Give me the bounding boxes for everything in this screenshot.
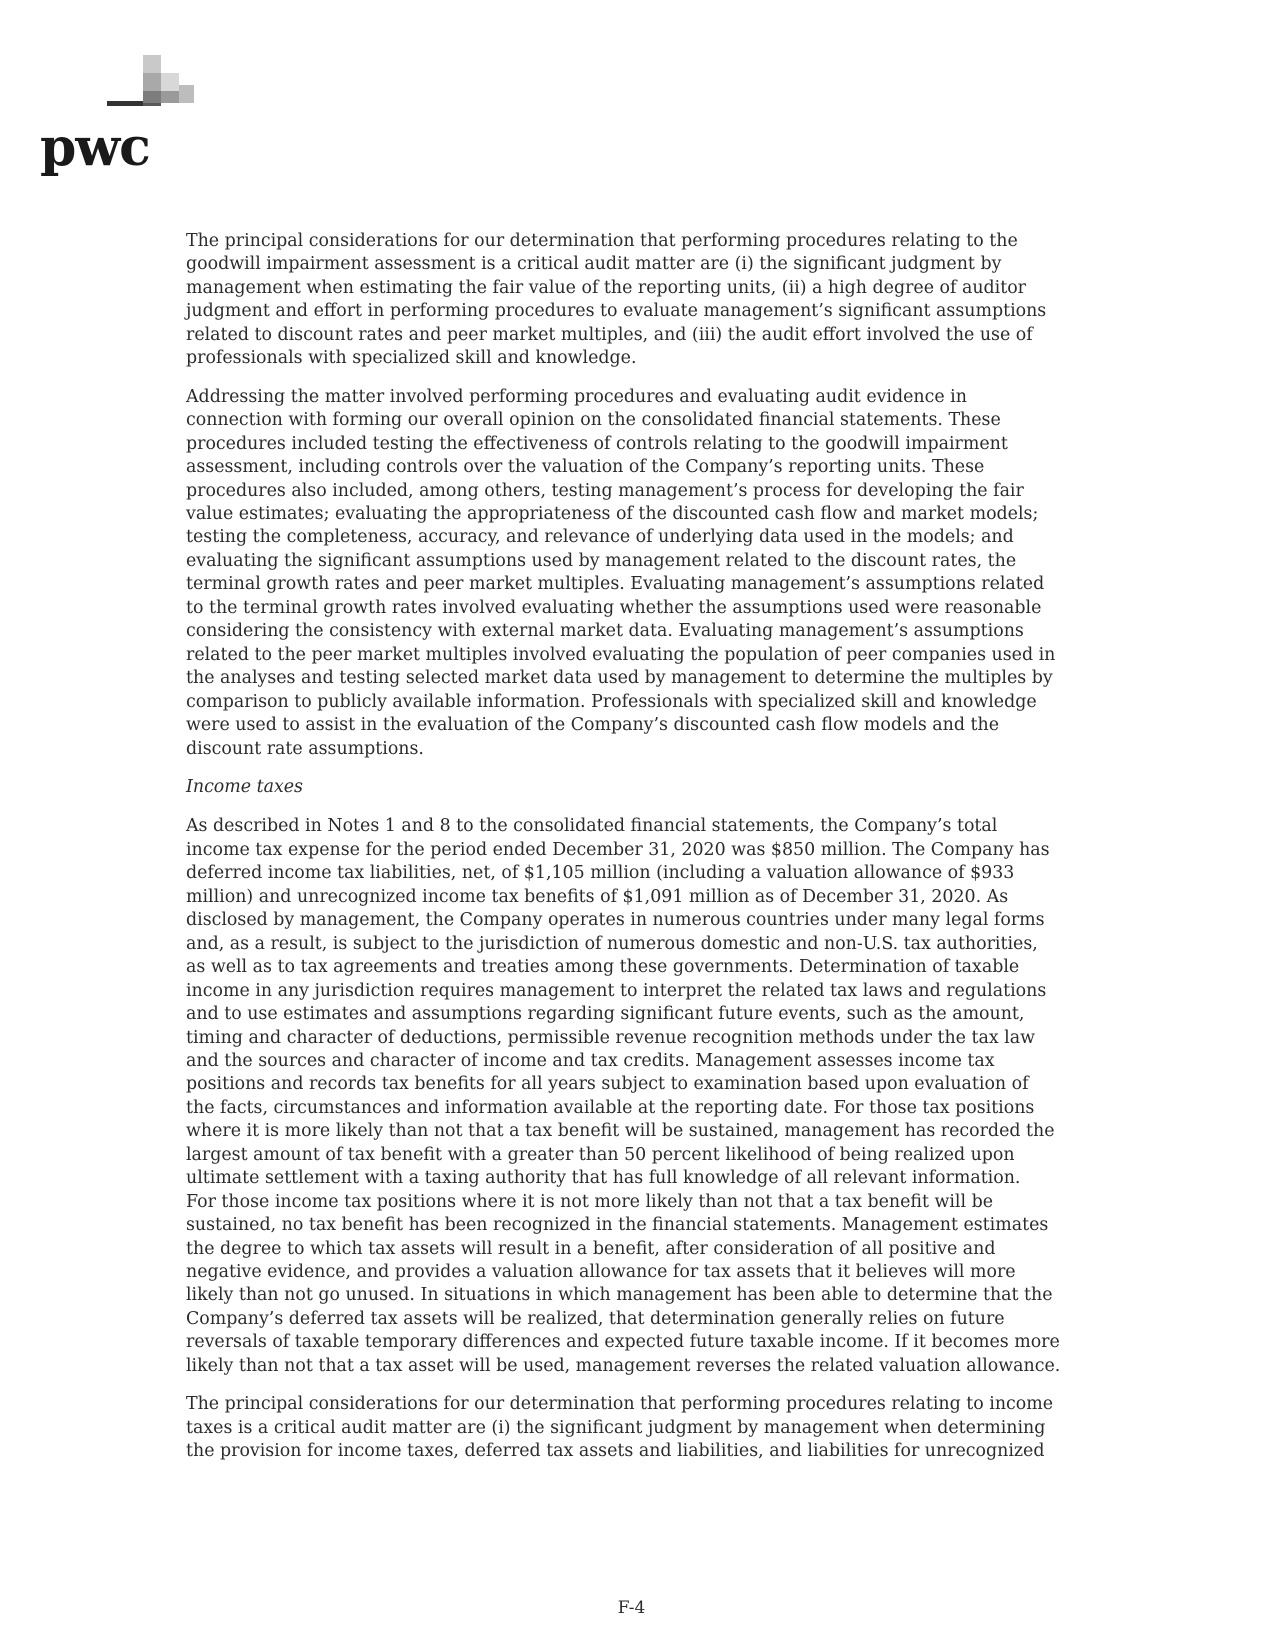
text-line: disclosed by management, the Company operates in numerous countries under many legal forms	[186, 910, 1045, 931]
text-line: ultimate settlement with a taxing authority that has full knowledge of all relevant information.	[186, 1168, 1021, 1189]
text-line: where it is more likely than not that a tax benefit will be sustained, management has recorded the	[186, 1121, 1055, 1142]
text-line: terminal growth rates and peer market multiples. Evaluating management’s assumptions related	[186, 574, 1045, 595]
section-heading-income-taxes: Income taxes	[186, 776, 303, 797]
text-line: value estimates; evaluating the appropriateness of the discounted cash flow and market models;	[186, 503, 1039, 524]
text-line: negative evidence, and provides a valuation allowance for tax assets that it believes will more	[186, 1262, 1016, 1283]
paragraph-income-taxes-considerations	[186, 1393, 1086, 1463]
text-line: procedures included testing the effectiveness of controls relating to the goodwill impairment	[186, 433, 1008, 454]
text-line: income in any jurisdiction requires management to interpret the related tax laws and regulations	[186, 980, 1047, 1001]
text-line: the degree to which tax assets will result in a benefit, after consideration of all positive and	[186, 1238, 996, 1259]
document-body	[186, 230, 1086, 1479]
text-line: the provision for income taxes, deferred tax assets and liabilities, and liabilities for unrecognized	[186, 1441, 1045, 1462]
text-line: management when estimating the fair value of the reporting units, (ii) a high degree of auditor	[186, 277, 1026, 298]
text-line: Addressing the matter involved performing procedures and evaluating audit evidence in	[186, 386, 967, 407]
text-line: goodwill impairment assessment is a critical audit matter are (i) the significant judgment by	[186, 254, 1002, 275]
text-line: taxes is a critical audit matter are (i) the significant judgment by management when determining	[186, 1417, 1046, 1438]
text-line: judgment and effort in performing procedures to evaluate management’s significant assumptions	[186, 301, 1047, 322]
text-line: related to the peer market multiples involved evaluating the population of peer companies used in	[186, 644, 1056, 665]
logo-mark-icon	[40, 55, 210, 125]
pwc-logo	[40, 55, 210, 185]
text-line: assessment, including controls over the valuation of the Company’s reporting units. These	[186, 457, 985, 478]
text-line: For those income tax positions where it is not more likely than not that a tax benefit will be	[186, 1191, 994, 1212]
text-line: and to use estimates and assumptions regarding significant future events, such as the amount,	[186, 1004, 1025, 1025]
logo-wordmark: pwc	[40, 117, 150, 178]
text-line: likely than not that a tax asset will be used, management reverses the related valuation allowance.	[186, 1355, 1061, 1376]
text-line: Company’s deferred tax assets will be realized, that determination generally relies on future	[186, 1308, 1005, 1329]
text-line: the facts, circumstances and information available at the reporting date. For those tax positions	[186, 1097, 1035, 1118]
text-line: and, as a result, is subject to the jurisdiction of numerous domestic and non-U.S. tax authorities,	[186, 933, 1038, 954]
text-line: related to discount rates and peer market multiples, and (iii) the audit effort involved the use of	[186, 324, 1033, 345]
text-line: As described in Notes 1 and 8 to the consolidated financial statements, the Company’s total	[186, 816, 998, 837]
text-line: income tax expense for the period ended December 31, 2020 was $850 million. The Company has	[186, 839, 1050, 860]
text-line: positions and records tax benefits for all years subject to examination based upon evaluation of	[186, 1074, 1029, 1095]
text-line: the analyses and testing selected market data used by management to determine the multiples by	[186, 668, 1053, 689]
text-line: and the sources and character of income and tax credits. Management assesses income tax	[186, 1050, 995, 1071]
text-line: The principal considerations for our determination that performing procedures relating to income	[186, 1394, 1054, 1415]
text-line: deferred income tax liabilities, net, of $1,105 million (including a valuation allowance of $933	[186, 863, 1015, 884]
text-line: The principal considerations for our determination that performing procedures relating to the	[186, 231, 1018, 251]
text-line: professionals with specialized skill and knowledge.	[186, 348, 637, 369]
text-line: to the terminal growth rates involved evaluating whether the assumptions used were reasonable	[186, 597, 1042, 618]
text-line: as well as to tax agreements and treaties among these governments. Determination of taxable	[186, 957, 1020, 978]
text-line: testing the completeness, accuracy, and relevance of underlying data used in the models; and	[186, 527, 1014, 548]
text-line: likely than not go unused. In situations in which management has been able to determine that the	[186, 1285, 1053, 1306]
text-line: timing and character of deductions, permissible revenue recognition methods under the tax law	[186, 1027, 1035, 1048]
paragraph-goodwill-considerations	[186, 230, 1086, 371]
paragraph-goodwill-procedures	[186, 386, 1086, 761]
text-line: were used to assist in the evaluation of the Company’s discounted cash flow models and the	[186, 715, 999, 736]
text-line: sustained, no tax benefit has been recognized in the financial statements. Management estimates	[186, 1215, 1049, 1236]
text-line: comparison to publicly available information. Professionals with specialized skill and knowledge	[186, 691, 1037, 712]
text-line: million) and unrecognized income tax benefits of $1,091 million as of December 31, 2020. As	[186, 886, 1009, 907]
text-line: discount rate assumptions.	[186, 738, 424, 759]
paragraph-income-taxes-description	[186, 815, 1086, 1378]
text-line: evaluating the significant assumptions used by management related to the discount rates, the	[186, 550, 1017, 571]
text-line: procedures also included, among others, testing management’s process for developing the fair	[186, 480, 1024, 501]
text-line: considering the consistency with external market data. Evaluating management’s assumptions	[186, 621, 1024, 642]
text-line: largest amount of tax benefit with a greater than 50 percent likelihood of being realized upon	[186, 1144, 1015, 1165]
text-line: reversals of taxable temporary differences and expected future taxable income. If it becomes more	[186, 1332, 1060, 1353]
page-number: F-4	[617, 1598, 646, 1618]
text-line: connection with forming our overall opinion on the consolidated financial statements. These	[186, 410, 1001, 431]
